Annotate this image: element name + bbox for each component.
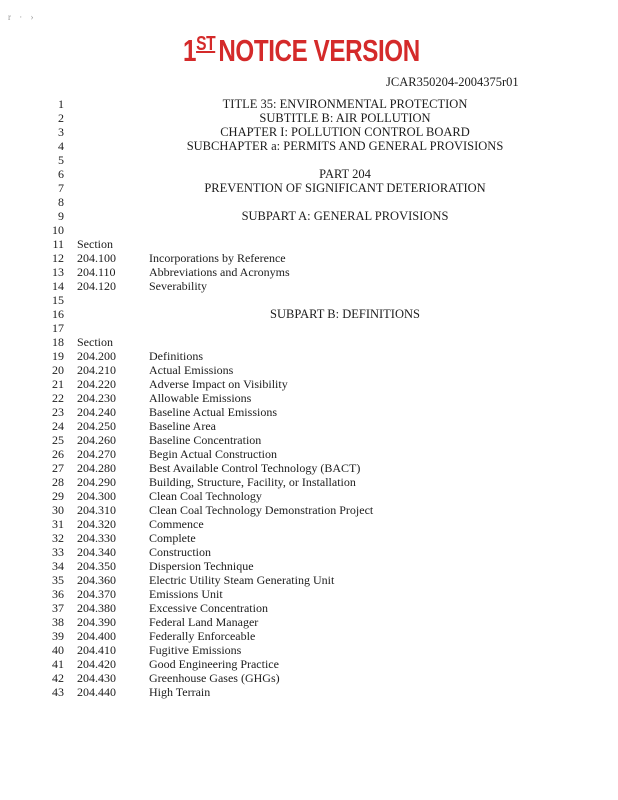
part-heading: PART 204 xyxy=(319,167,371,181)
section-number: 204.320 xyxy=(77,517,116,531)
subtitle-heading: SUBTITLE B: AIR POLLUTION xyxy=(259,111,431,125)
section-number: 204.330 xyxy=(77,531,116,545)
section-number: 204.350 xyxy=(77,559,116,573)
line-number: 28 xyxy=(52,475,64,489)
line-number: 26 xyxy=(52,447,64,461)
section-title: Baseline Area xyxy=(149,419,216,433)
line-number: 32 xyxy=(52,531,64,545)
part-name-heading: PREVENTION OF SIGNIFICANT DETERIORATION xyxy=(204,181,486,195)
line-number: 43 xyxy=(52,685,64,699)
section-title: Construction xyxy=(149,545,211,559)
section-title: Excessive Concentration xyxy=(149,601,268,615)
line-number: 33 xyxy=(52,545,64,559)
section-title: Begin Actual Construction xyxy=(149,447,277,461)
section-title: Allowable Emissions xyxy=(149,391,252,405)
section-title: Fugitive Emissions xyxy=(149,643,242,657)
title-heading: TITLE 35: ENVIRONMENTAL PROTECTION xyxy=(222,97,468,111)
section-title: Actual Emissions xyxy=(149,363,234,377)
line-number: 9 xyxy=(58,209,64,223)
section-number: 204.240 xyxy=(77,405,116,419)
line-number: 29 xyxy=(52,489,64,503)
line-number: 11 xyxy=(52,237,64,251)
line-number: 37 xyxy=(52,601,64,615)
section-title: Best Available Control Technology (BACT) xyxy=(149,461,361,475)
notice-version-stamp: 1ST NOTICE VERSION xyxy=(183,33,420,68)
document-id: JCAR350204-2004375r01 xyxy=(386,75,519,89)
line-number: 10 xyxy=(52,223,64,237)
line-number: 21 xyxy=(52,377,64,391)
line-number: 3 xyxy=(58,125,64,139)
line-number: 36 xyxy=(52,587,64,601)
line-number: 8 xyxy=(58,195,64,209)
section-number: 204.310 xyxy=(77,503,116,517)
section-number: 204.360 xyxy=(77,573,116,587)
line-number: 2 xyxy=(58,111,64,125)
line-number: 19 xyxy=(52,349,64,363)
line-number: 24 xyxy=(52,419,64,433)
chapter-heading: CHAPTER I: POLLUTION CONTROL BOARD xyxy=(220,125,470,139)
section-title: Emissions Unit xyxy=(149,587,223,601)
section-number: 204.280 xyxy=(77,461,116,475)
section-number: 204.230 xyxy=(77,391,116,405)
line-number: 40 xyxy=(52,643,64,657)
section-number: 204.380 xyxy=(77,601,116,615)
line-number: 38 xyxy=(52,615,64,629)
line-number: 1 xyxy=(58,97,64,111)
section-title: Incorporations by Reference xyxy=(149,251,286,265)
section-number: 204.110 xyxy=(77,265,116,279)
line-number: 41 xyxy=(52,657,64,671)
section-number: 204.100 xyxy=(77,251,116,265)
section-title: Electric Utility Steam Generating Unit xyxy=(149,573,335,587)
section-title: Dispersion Technique xyxy=(149,559,254,573)
line-number: 25 xyxy=(52,433,64,447)
section-number: 204.120 xyxy=(77,279,116,293)
section-title: Good Engineering Practice xyxy=(149,657,279,671)
section-number: 204.340 xyxy=(77,545,116,559)
section-number: 204.260 xyxy=(77,433,116,447)
line-number: 13 xyxy=(52,265,64,279)
line-number: 7 xyxy=(58,181,64,195)
line-number: 14 xyxy=(52,279,64,293)
section-column-label: Section xyxy=(77,237,113,251)
line-number: 31 xyxy=(52,517,64,531)
section-number: 204.220 xyxy=(77,377,116,391)
scan-marks: r · › xyxy=(8,12,37,22)
line-number: 15 xyxy=(52,293,64,307)
subchapter-heading: SUBCHAPTER a: PERMITS AND GENERAL PROVISIONS xyxy=(186,139,504,153)
line-number: 35 xyxy=(52,573,64,587)
line-number: 12 xyxy=(52,251,64,265)
line-number: 6 xyxy=(58,167,64,181)
section-number: 204.290 xyxy=(77,475,116,489)
section-number: 204.300 xyxy=(77,489,116,503)
section-number: 204.390 xyxy=(77,615,116,629)
section-title: Definitions xyxy=(149,349,203,363)
section-number: 204.400 xyxy=(77,629,116,643)
line-number: 34 xyxy=(52,559,64,573)
subpart-a-heading: SUBPART A: GENERAL PROVISIONS xyxy=(241,209,449,223)
line-number: 17 xyxy=(52,321,64,335)
section-number: 204.440 xyxy=(77,685,116,699)
section-number: 204.210 xyxy=(77,363,116,377)
section-title: Commence xyxy=(149,517,204,531)
line-number: 42 xyxy=(52,671,64,685)
section-number: 204.270 xyxy=(77,447,116,461)
section-number: 204.250 xyxy=(77,419,116,433)
section-title: Adverse Impact on Visibility xyxy=(149,377,288,391)
section-number: 204.370 xyxy=(77,587,116,601)
line-number: 4 xyxy=(58,139,64,153)
section-title: Abbreviations and Acronyms xyxy=(149,265,290,279)
section-title: Baseline Actual Emissions xyxy=(149,405,277,419)
section-number: 204.410 xyxy=(77,643,116,657)
line-number: 5 xyxy=(58,153,64,167)
line-number: 30 xyxy=(52,503,64,517)
section-number: 204.430 xyxy=(77,671,116,685)
section-title: High Terrain xyxy=(149,685,211,699)
line-number: 23 xyxy=(52,405,64,419)
line-number: 27 xyxy=(52,461,64,475)
section-column-label: Section xyxy=(77,335,113,349)
section-number: 204.420 xyxy=(77,657,116,671)
section-title: Building, Structure, Facility, or Installation xyxy=(149,475,356,489)
line-number: 16 xyxy=(52,307,64,321)
line-number: 18 xyxy=(52,335,64,349)
section-number: 204.200 xyxy=(77,349,116,363)
subpart-b-heading: SUBPART B: DEFINITIONS xyxy=(270,307,420,321)
line-number: 20 xyxy=(52,363,64,377)
section-title: Clean Coal Technology xyxy=(149,489,262,503)
section-title: Baseline Concentration xyxy=(149,433,262,447)
line-number: 22 xyxy=(52,391,64,405)
section-title: Greenhouse Gases (GHGs) xyxy=(149,671,280,685)
section-title: Federal Land Manager xyxy=(149,615,259,629)
section-title: Federally Enforceable xyxy=(149,629,256,643)
section-title: Complete xyxy=(149,531,196,545)
line-number: 39 xyxy=(52,629,64,643)
section-title: Severability xyxy=(149,279,207,293)
section-title: Clean Coal Technology Demonstration Project xyxy=(149,503,374,517)
